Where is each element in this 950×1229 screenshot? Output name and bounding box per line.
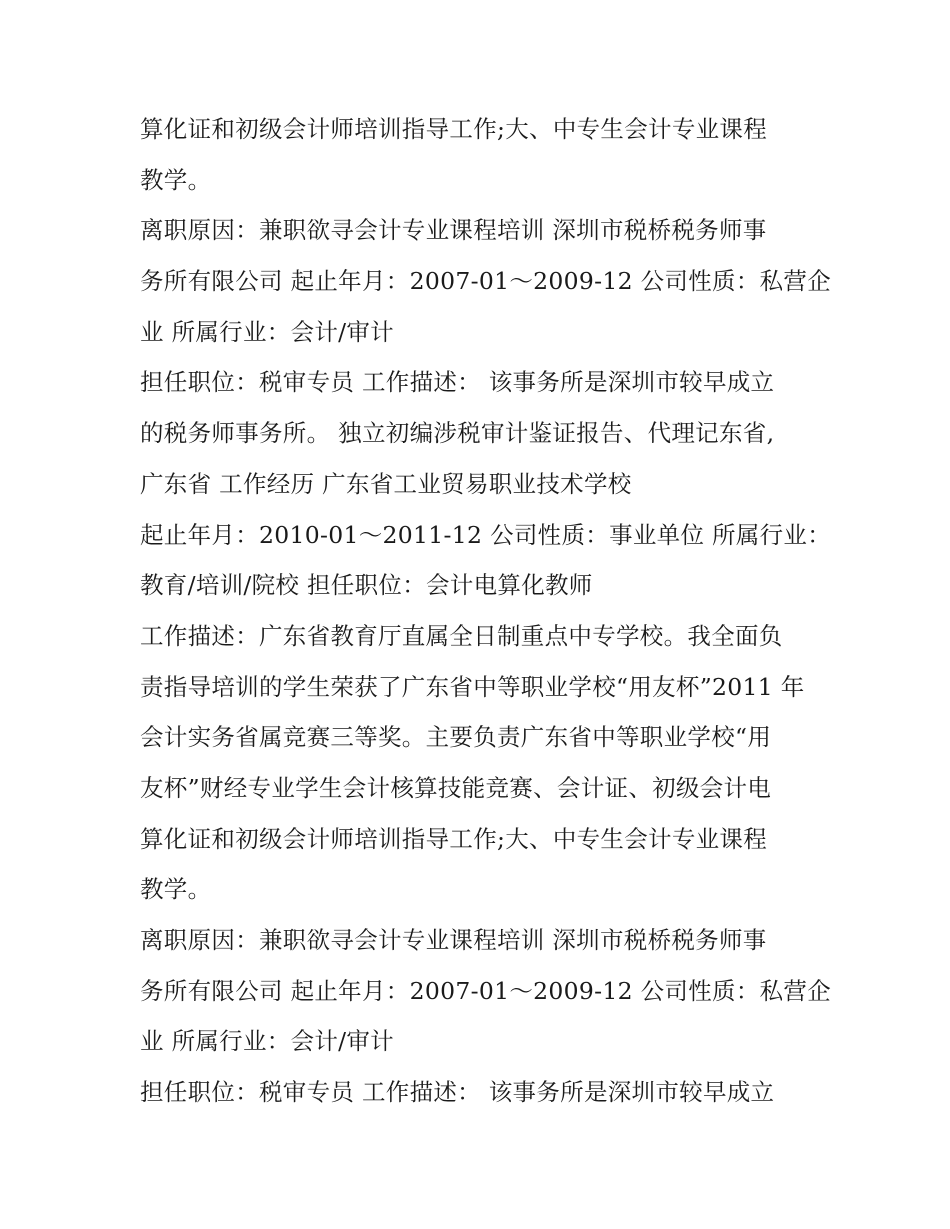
text-line: 算化证和初级会计师培训指导工作;大、中专生会计专业课程 [140,824,768,853]
text-line: 会计实务省属竞赛三等奖。主要负责广东省中等职业学校“用 [140,723,772,752]
text-line: 起止年月：2010-01～2011-12 公司性质：事业单位 所属行业： [140,520,832,549]
text-line: 担任职位：税审专员 工作描述： 该事务所是深圳市较早成立 [140,368,775,397]
text-line: 工作描述：广东省教育厅直属全日制重点中专学校。我全面负 [140,621,783,650]
text-line: 责指导培训的学生荣获了广东省中等职业学校“用友杯”2011 年 [140,672,805,701]
text-line: 算化证和初级会计师培训指导工作;大、中专生会计专业课程 [140,115,768,143]
text-line: 友杯”财经专业学生会计核算技能竞赛、会计证、初级会计电 [140,773,772,802]
text-line: 离职原因：兼职欲寻会计专业课程培训 深圳市税桥税务师事 [140,926,767,954]
text-line: 教育/培训/院校 担任职位：会计电算化教师 [140,571,593,600]
text-line: 业 所属行业：会计/审计 [140,317,394,346]
text-line: 业 所属行业：会计/审计 [140,1027,394,1056]
text-line: 教学。 [140,875,212,904]
document-body [140,104,832,1118]
text-line: 的税务师事务所。 独立初编涉税审计鉴证报告、代理记东省, [140,419,775,448]
text-line: 务所有限公司 起止年月：2007-01～2009-12 公司性质：私营企 [140,976,832,1005]
text-line: 务所有限公司 起止年月：2007-01～2009-12 公司性质：私营企 [140,267,832,296]
text-line: 广东省 工作经历 广东省工业贸易职业技术学校 [140,469,632,498]
text-line: 担任职位：税审专员 工作描述： 该事务所是深圳市较早成立 [140,1078,775,1107]
text-line: 离职原因：兼职欲寻会计专业课程培训 深圳市税桥税务师事 [140,216,767,245]
text-line: 教学。 [140,165,212,194]
